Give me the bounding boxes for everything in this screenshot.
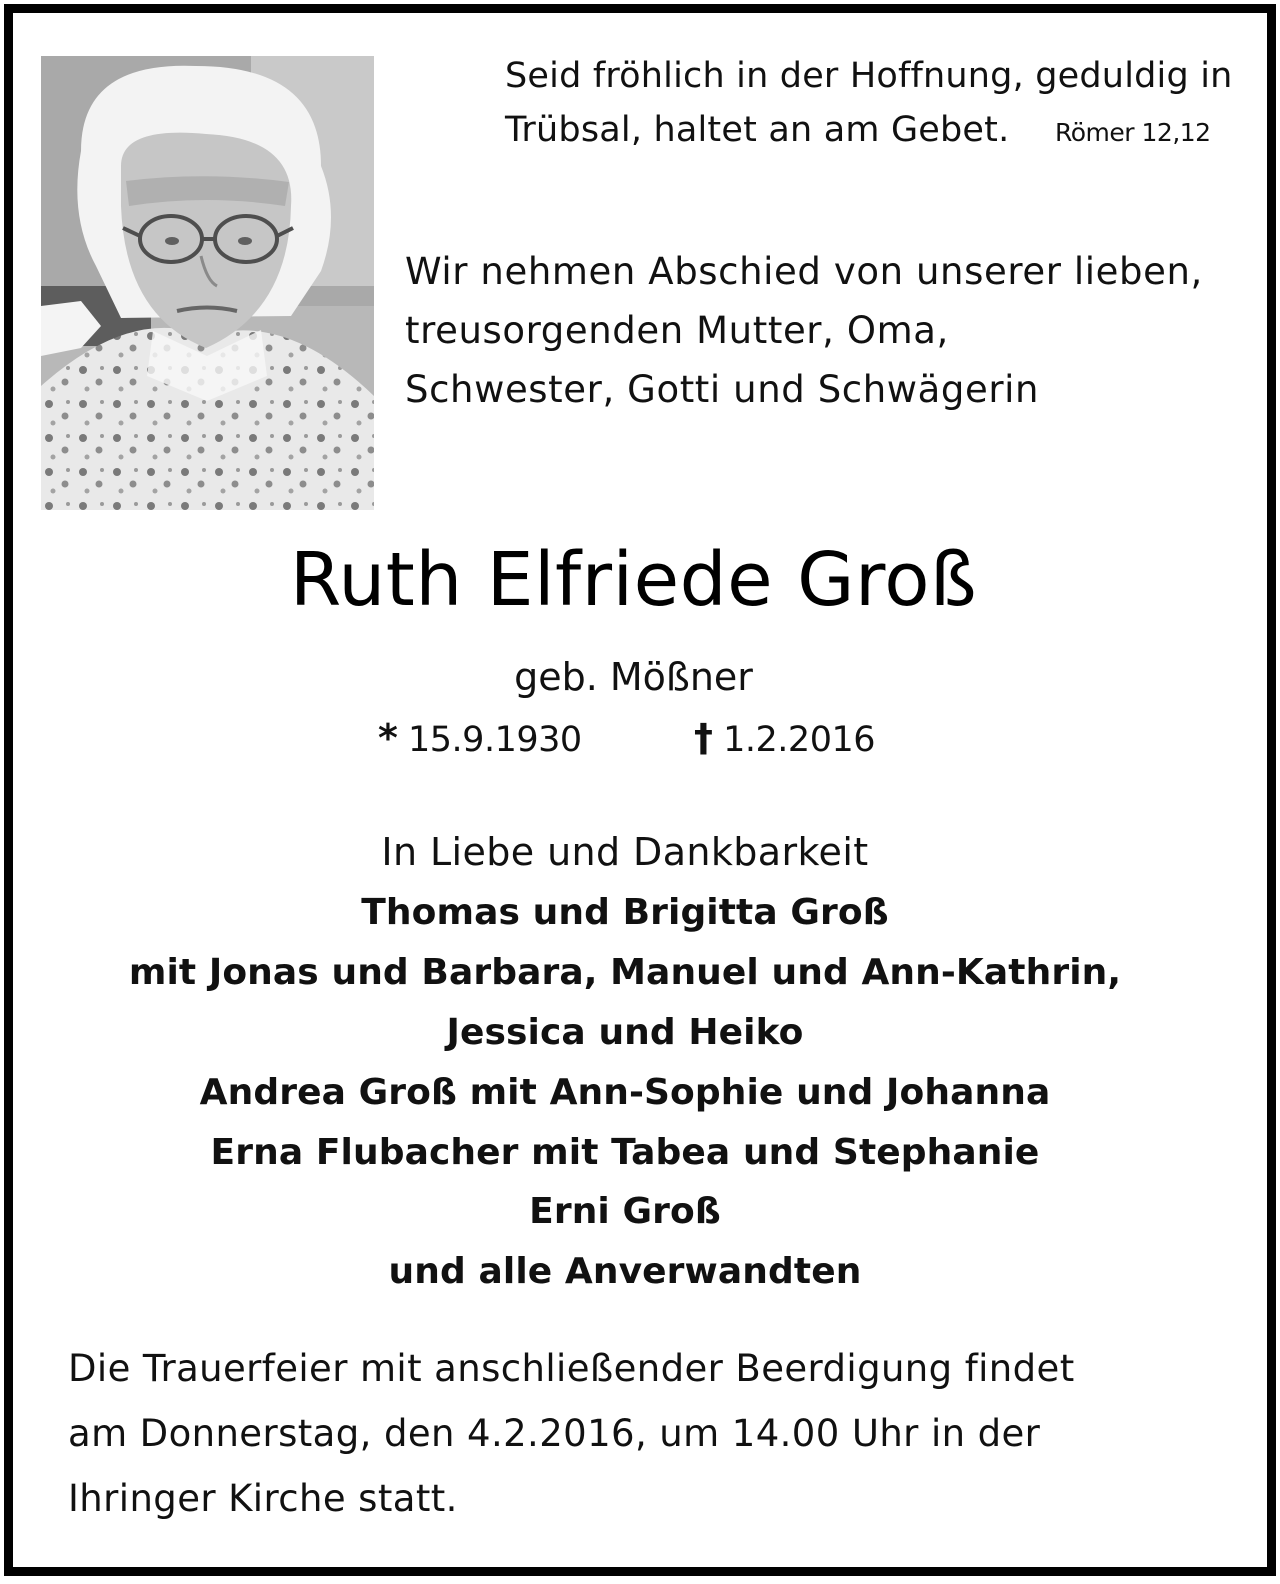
intro-line-2: treusorgenden Mutter, Oma, <box>405 309 949 352</box>
mourner-line: mit Jonas und Barbara, Manuel und Ann-Kathrin, <box>128 952 1122 993</box>
verse-line-1: Seid fröhlich in der Hoffnung, geduldig in <box>505 56 1233 96</box>
birth-date-value: 15.9.1930 <box>408 720 582 760</box>
service-line-2: am Donnerstag, den 4.2.2016, um 14.00 Uhr in der <box>68 1412 1041 1455</box>
portrait-photo <box>41 56 374 510</box>
mourner-line: Thomas und Brigitta Groß <box>361 892 889 933</box>
death-cross-icon: † <box>694 716 713 760</box>
verse-line-2: Trübsal, haltet an am Gebet. <box>505 110 1010 150</box>
mourner-line: Jessica und Heiko <box>446 1012 804 1053</box>
mourner-line: Erna Flubacher mit Tabea und Stephanie <box>210 1132 1040 1173</box>
mourner-line: Andrea Groß mit Ann-Sophie und Johanna <box>199 1072 1051 1113</box>
verse-reference: Römer 12,12 <box>1055 118 1211 147</box>
service-line-1: Die Trauerfeier mit anschließender Beerdigung findet <box>68 1347 1075 1390</box>
service-line-3: Ihringer Kirche statt. <box>68 1477 458 1520</box>
portrait-image <box>41 56 374 510</box>
birth-date <box>378 716 582 760</box>
deceased-name: Ruth Elfriede Groß <box>289 537 978 623</box>
intro-line-3: Schwester, Gotti und Schwägerin <box>405 368 1040 411</box>
death-date <box>694 716 875 760</box>
mourner-line: Erni Groß <box>529 1191 721 1232</box>
maiden-name: geb. Mößner <box>514 655 753 699</box>
death-date-value: 1.2.2016 <box>723 720 875 760</box>
intro-line-1: Wir nehmen Abschied von unserer lieben, <box>405 250 1203 293</box>
birth-star-icon: * <box>378 716 398 760</box>
mourner-line: und alle Anverwandten <box>388 1251 862 1292</box>
dedication: In Liebe und Dankbarkeit <box>381 830 869 874</box>
